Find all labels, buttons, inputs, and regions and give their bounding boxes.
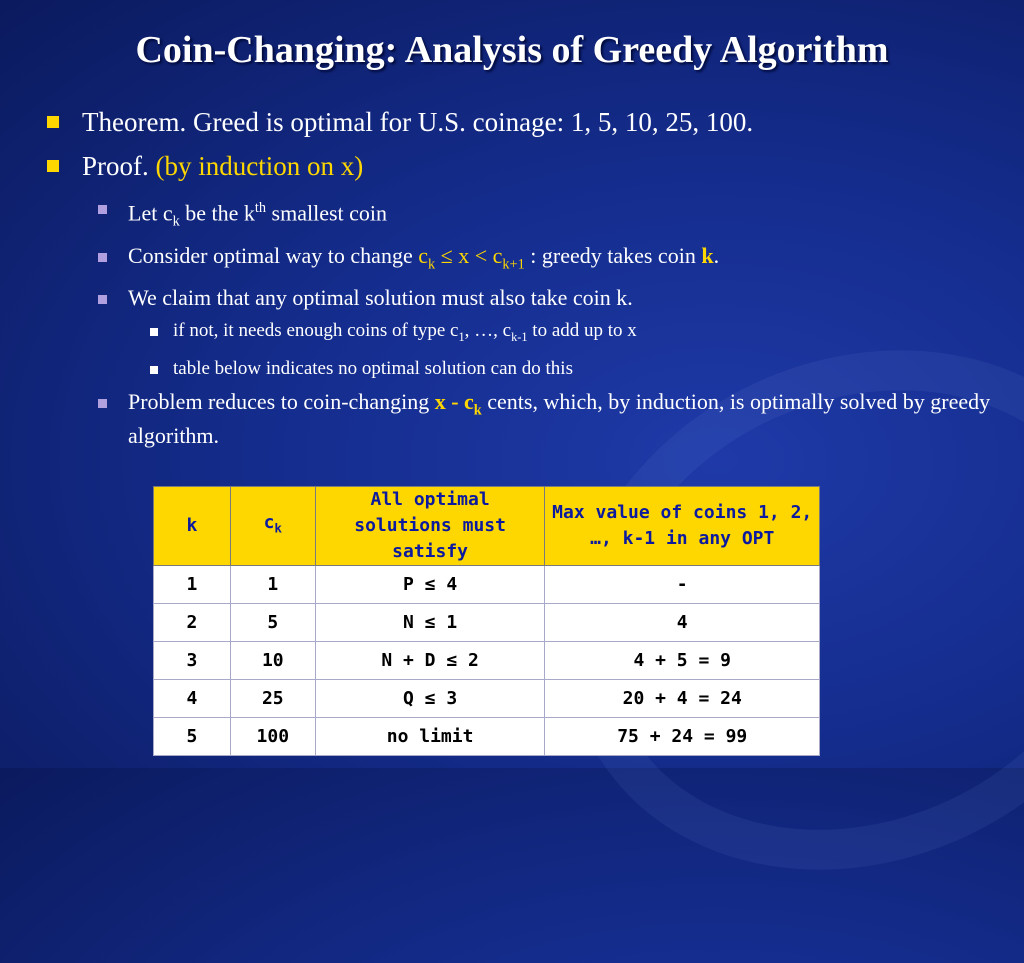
bullet-square-icon [150,366,158,374]
slide-title: Coin-Changing: Analysis of Greedy Algorithm [135,29,889,71]
bullet-square-icon [98,205,107,214]
header-k: k [154,487,231,566]
bullet-proof: Proof. (by induction on x) [40,144,1015,188]
bullet-square-icon [47,116,59,128]
table-row [154,642,820,680]
cell-max-value: 4 [545,604,820,642]
cell-ck: 25 [230,680,315,718]
table-row [154,680,820,718]
bullet-square-icon [98,253,107,262]
bullet-list [40,100,1015,457]
cell-max-value: 4 + 5 = 9 [545,642,820,680]
cell-max-value: - [545,566,820,604]
bullet-square-icon [150,328,158,336]
cell-constraint: N + D ≤ 2 [315,642,545,680]
cell-ck: 10 [230,642,315,680]
bullet-square-icon [98,399,107,408]
cell-k: 1 [154,566,231,604]
cell-constraint: no limit [315,718,545,756]
bullet-let: Let $c_k$ be the $k^{th}$ smallest coin [40,195,1015,235]
table-row [154,718,820,756]
header-ck: $c_k$ [230,487,315,566]
bullet-consider: Consider optimal way to change $c_k \le x < c_{k+1}$ : greedy takes coin k. [40,243,1015,277]
bullet-table-note: table below indicates no optimal solution can do this [40,357,1015,381]
cell-constraint: P ≤ 4 [315,566,545,604]
cell-ck: 5 [230,604,315,642]
bullet-theorem: Theorem. Greed is optimal for U.S. coinage: 1, 5, 10, 25, 100. [40,100,1015,144]
bullet-reduces: Problem reduces to coin-changing x - $c_k$ cents, which, by induction, is optimally solved by greedy algorithm. [40,389,1015,449]
header-max-value: Max value of coins 1, 2, …, k-1 in any OPT [545,487,820,566]
proof-note: (by induction on x) [155,151,364,181]
table-row [154,566,820,604]
cell-k: 4 [154,680,231,718]
table-row [154,604,820,642]
cell-constraint: N ≤ 1 [315,604,545,642]
cell-constraint: Q ≤ 3 [315,680,545,718]
bullet-if-not: if not, it needs enough coins of type $c_1$, …, $c_{k-1}$ to add up to x [40,319,1015,349]
coin-table [153,486,820,756]
cell-k: 2 [154,604,231,642]
cell-ck: 1 [230,566,315,604]
cell-ck: 100 [230,718,315,756]
cell-k: 3 [154,642,231,680]
cell-max-value: 20 + 4 = 24 [545,680,820,718]
table-header-row [154,487,820,566]
bullet-square-icon [98,295,107,304]
header-optimal-solutions: All optimal solutions must satisfy [315,487,545,566]
cell-max-value: 75 + 24 = 99 [545,718,820,756]
bullet-claim: We claim that any optimal solution must also take coin k. [40,285,1015,311]
bullet-square-icon [47,160,59,172]
cell-k: 5 [154,718,231,756]
